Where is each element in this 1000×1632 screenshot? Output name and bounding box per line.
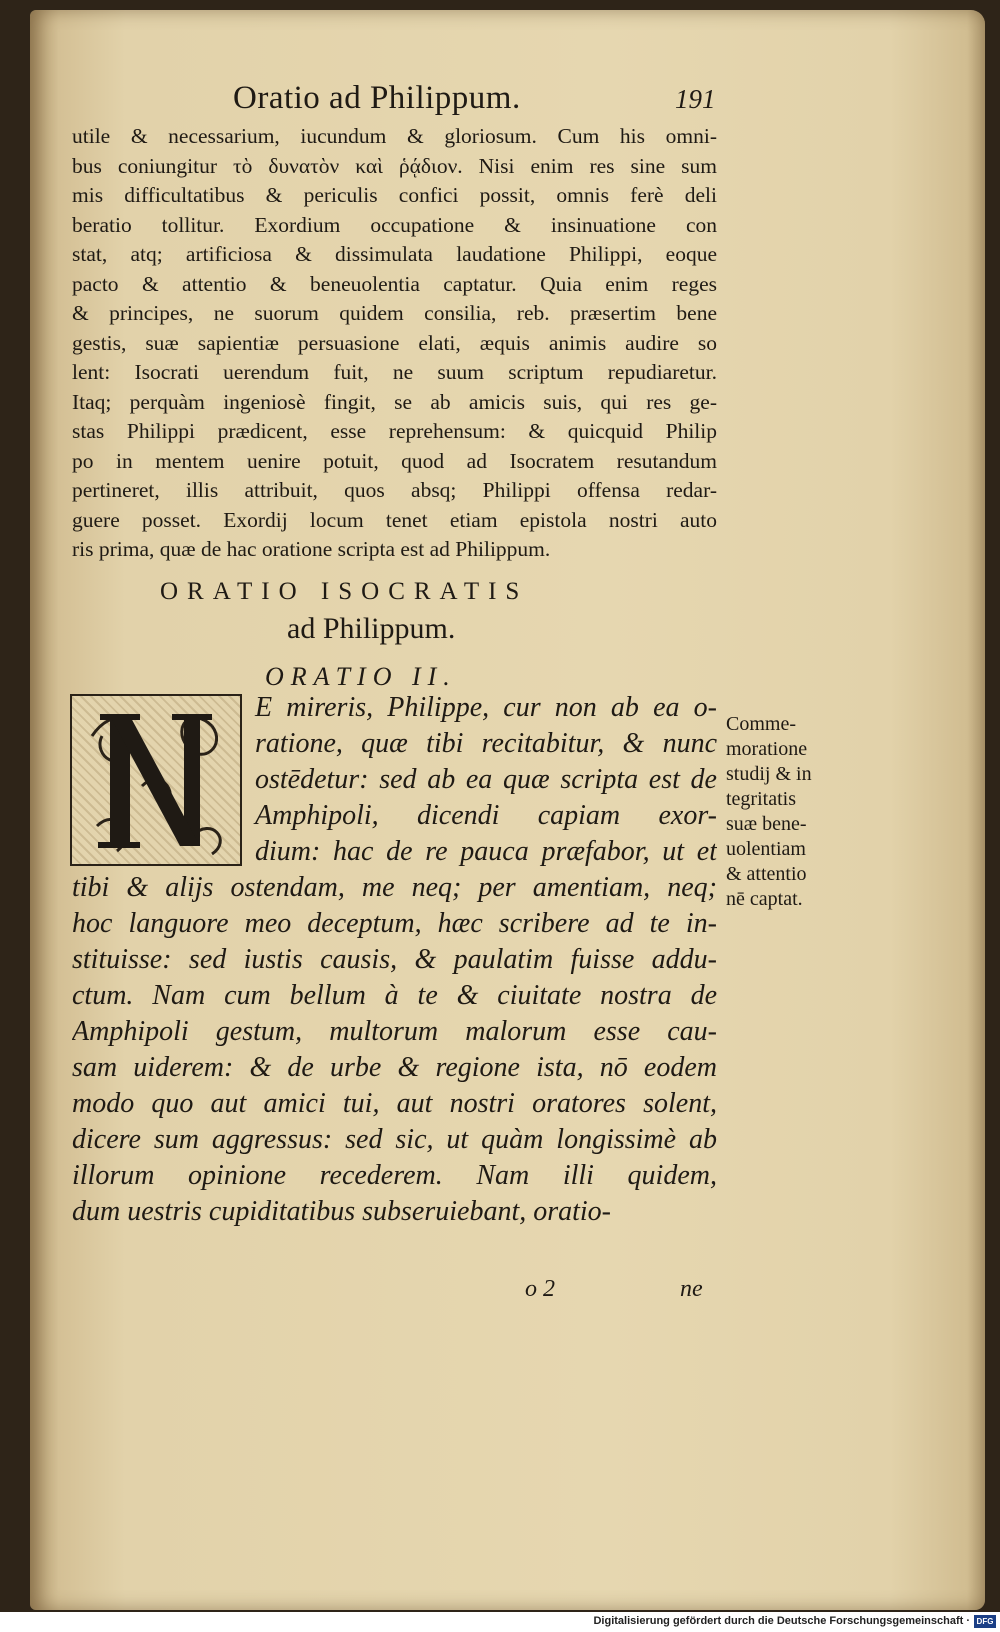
marginal-note-line: Comme- [726,713,796,735]
oration-subtitle: ad Philippum. [287,612,456,645]
body-line: dicere sum aggressus: sed sic, ut quàm longissimè ab [72,1124,717,1155]
body-line: ratione, quæ tibi recitabitur, & nunc [255,728,717,759]
body-line: ctum. Nam cum bellum à te & ciuitate nostra de [72,980,717,1011]
body-line: stituisse: sed iustis causis, & paulatim fuisse addu- [72,944,717,975]
argument-line: Itaq; perquàm ingeniosè fingit, se ab amicis suis, qui res ge- [72,389,717,414]
argument-line: & principes, ne suorum quidem consilia, reb. præsertim bene [72,301,717,325]
argument-line: lent: Isocrati uerendum fuit, ne suum scriptum repudiaretur. [72,360,717,384]
marginal-note-line: & attentio [726,863,807,885]
folio-number: 191 [675,84,716,114]
dfg-logo-icon: DFG [974,1615,996,1628]
marginal-note-line: nē captat. [726,888,803,910]
body-line: Amphipoli, dicendi capiam exor- [255,800,717,831]
marginal-note-line: studij & in [726,763,812,785]
body-line: modo quo aut amici tui, aut nostri oratores solent, [72,1088,717,1119]
facing-page-bleed-through [30,180,58,1480]
body-line: dium: hac de re pauca præfabor, ut et [255,836,717,867]
oration-title: ORATIO ISOCRATIS [160,578,529,605]
argument-line: gestis, suæ sapientiæ persuasione elati, æquis animis audire so [72,330,717,355]
body-line: E mireris, Philippe, cur non ab ea o- [255,692,717,723]
body-line: illorum opinione recederem. Nam illi quidem, [72,1160,717,1191]
marginal-note-line: uolentiam [726,838,806,860]
argument-line: po in mentem uenire potuit, quod ad Isocratem resutandum [72,448,717,473]
marginal-note [726,712,876,912]
argument-line: guere posset. Exordij locum tenet etiam epistola nostri auto [72,507,717,532]
body-line: Amphipoli gestum, multorum malorum esse cau- [72,1016,717,1047]
page-edge-shadow [967,10,985,1610]
argument-paragraph [72,122,717,565]
argument-line: pertineret, illis attribuit, quos absq; Philippi offensa redar- [72,478,717,502]
argument-line: stas Philippi prædicent, esse reprehensum: & quicquid Philip [72,419,717,443]
argument-line: stat, atq; artificiosa & dissimulata laudatione Philippi, eoque [72,242,717,266]
oration-body [72,690,717,1230]
argument-line: beratio tollitur. Exordium occupatione & insinuatione con [72,212,717,237]
body-line: tibi & alijs ostendam, me neq; per amentiam, neq; [72,872,717,903]
oration-number: ORATIO II. [265,662,457,691]
catchword: ne [680,1276,703,1302]
signature-mark: o 2 [525,1276,555,1302]
body-line: dum uestris cupiditatibus subseruiebant, oratio- [72,1196,611,1227]
marginal-note-line: moratione [726,738,808,760]
body-line: ostēdetur: sed ab ea quæ scripta est de [255,764,717,795]
argument-line: mis difficultatibus & periculis confici possit, omnis ferè deli [72,183,717,207]
body-line: hoc languore meo deceptum, hæc scribere ad te in- [72,908,717,939]
argument-line: pacto & attentio & beneuolentia captatur. Quia enim reges [72,271,717,296]
argument-line: utile & necessarium, iucundum & gloriosum. Cum his omni- [72,124,717,148]
marginal-note-line: tegritatis [726,788,796,810]
argument-line: bus coniungitur τὸ δυνατὸν καὶ ῥᾴδιον. Nisi enim res sine sum [72,153,717,178]
marginal-note-line: suæ bene- [726,813,807,835]
footer-credit: Digitalisierung gefördert durch die Deutsche Forschungsgemeinschaft · [593,1615,970,1627]
argument-line: ris prima, quæ de hac oratione scripta est ad Philippum. [72,537,551,561]
digitization-footer [0,1612,1000,1632]
running-head: Oratio ad Philippum. [233,80,521,116]
body-line: sam uiderem: & de urbe & regione ista, nō eodem [72,1052,717,1083]
